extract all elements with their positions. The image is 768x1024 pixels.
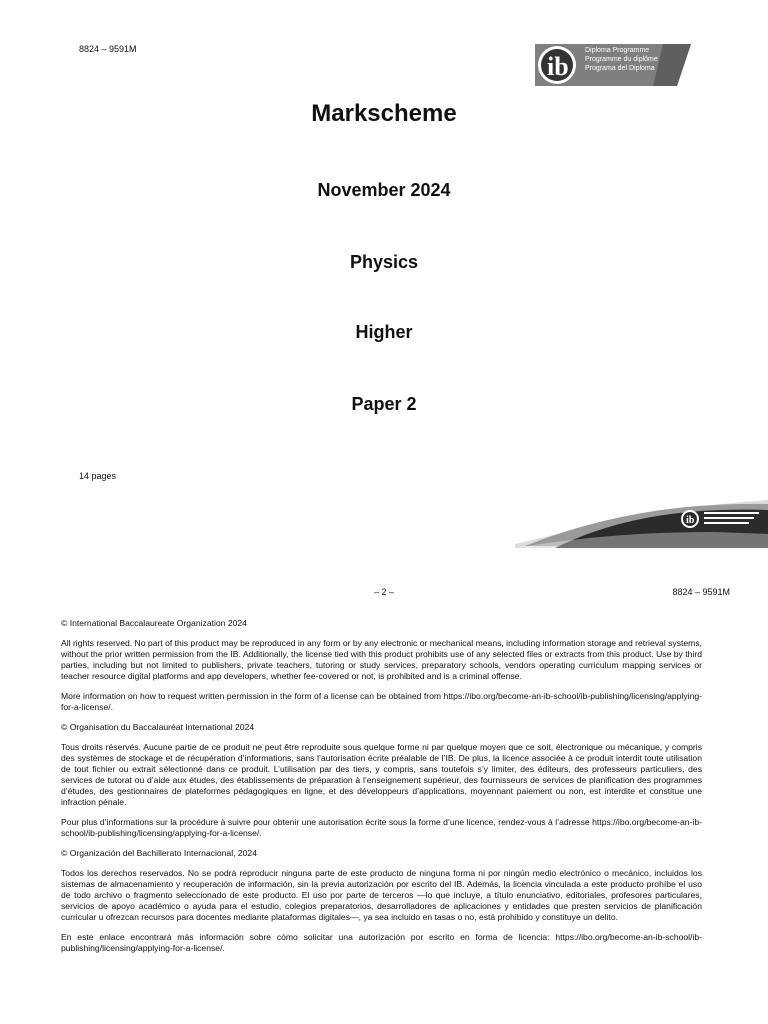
logo-text — [585, 46, 658, 73]
copyright-es-license: En este enlace encontrará más información sobre cómo solicitar una autorización por escrito en forma de licencia: https://ibo.org/become-an-ib-school/ib-publishing/licensing/applying-for-a-license/. — [61, 932, 702, 953]
logo-line-2: Programme du diplôme — [585, 56, 658, 63]
level: Higher — [355, 322, 413, 342]
page-separator — [0, 548, 768, 560]
ib-diploma-logo — [533, 42, 693, 88]
document-code-header: 8824 – 9591M — [672, 587, 730, 597]
paper-number: Paper 2 — [351, 394, 417, 414]
copyright-es-heading: © Organización del Bachillerato Internacional, 2024 — [61, 848, 257, 858]
logo-line-1: Diploma Programme — [585, 47, 650, 54]
copyright-fr-text: Tous droits réservés. Aucune partie de ce produit ne peut être reproduite sous quelque forme ni par quelque moyen que ce soit, électronique ou mécanique, y compris des systèmes de stockage et de récupération d’informations, sans l’autorisation écrite préalable de l’IB. De plus, la licence associée à ce produit interdit toute utilisation de tout fichier ou extrait sélectionné dans ce produit. L’utilisation par des tiers, y compris, sans toutefois s’y limiter, des éditeurs, des professeurs particuliers, des services de tutorat ou d’aide aux études, des établissements de préparation à l’enseignement supérieur, des fournisseurs de services de planification des programmes d’études, des gestionnaires de plateformes pédagogiques en ligne, et des développeurs d’applications, moyennant paiement ou non, est interdite et constitue une infraction pénale. — [61, 742, 702, 807]
page-number: – 2 – — [373, 587, 395, 597]
copyright-en-license: More information on how to request written permission in the form of a license can be obtained from https://ibo.org/become-an-ib-school/ib-publishing/licensing/applying-for-a-license/. — [61, 691, 702, 712]
logo-line-3: Programa del Diploma — [585, 65, 655, 72]
copyright-es-text: Todos los derechos reservados. No se podrá reproducir ninguna parte de este producto de ninguna forma ni por ningún medio electrónico o mecánico, incluidos los sistemas de almacenamiento y recuperación de información, sin la previa autorización por escrito del IB. Además, la licencia vinculada a este producto prohíbe el uso de todo archivo o fragmento seleccionado de este producto. El uso por parte de terceros —lo que incluye, a título enunciativo, editoriales, profesores particulares, servicios de apoyo académico o ayuda para el estudio, colegios preparatorios, desarrolladores de aplicaciones y entidades que presten servicios de planificación curricular u ofrezcan recursos para docentes mediante plataformas digitales—, ya sea incluido en tasas o no, está prohibido y constituye un delito. — [61, 868, 702, 922]
copyright-en-text: All rights reserved. No part of this product may be reproduced in any form or by any electronic or mechanical means, including information storage and retrieval systems, without the prior written permission from the IB. Additionally, the license tied with this product prohibits use of any selected files or extracts from this product. Use by third parties, including but not limited to publishers, private teachers, tutoring or study services, preparatory schools, vendors operating curriculum mapping services or teacher resource digital platforms and app developers, whether fee-covered or not, is prohibited and is a criminal offense. — [61, 638, 703, 681]
document-code: 8824 – 9591M — [79, 44, 137, 54]
subject: Physics — [349, 252, 419, 272]
ib-organization-logo-icon — [515, 488, 768, 548]
copyright-fr-heading: © Organisation du Baccalauréat International 2024 — [61, 722, 255, 732]
document-title: Markscheme — [311, 100, 457, 127]
copyright-body — [61, 618, 702, 963]
copyright-fr-license: Pour plus d’informations sur la procédure à suivre pour obtenir une autorisation écrite sous la forme d’une licence, rendez-vous à l’adresse https://ibo.org/become-an-ib-school/ib-publishing/licensing/applying-for-a-license/. — [61, 817, 702, 838]
svg-text:ib: ib — [547, 52, 569, 81]
exam-session: November 2024 — [317, 180, 451, 200]
page-count: 14 pages — [79, 471, 117, 481]
copyright-en-heading: © International Baccalaureate Organization 2024 — [61, 618, 247, 628]
svg-text:ib: ib — [686, 515, 695, 526]
copyright-page — [0, 560, 768, 1024]
